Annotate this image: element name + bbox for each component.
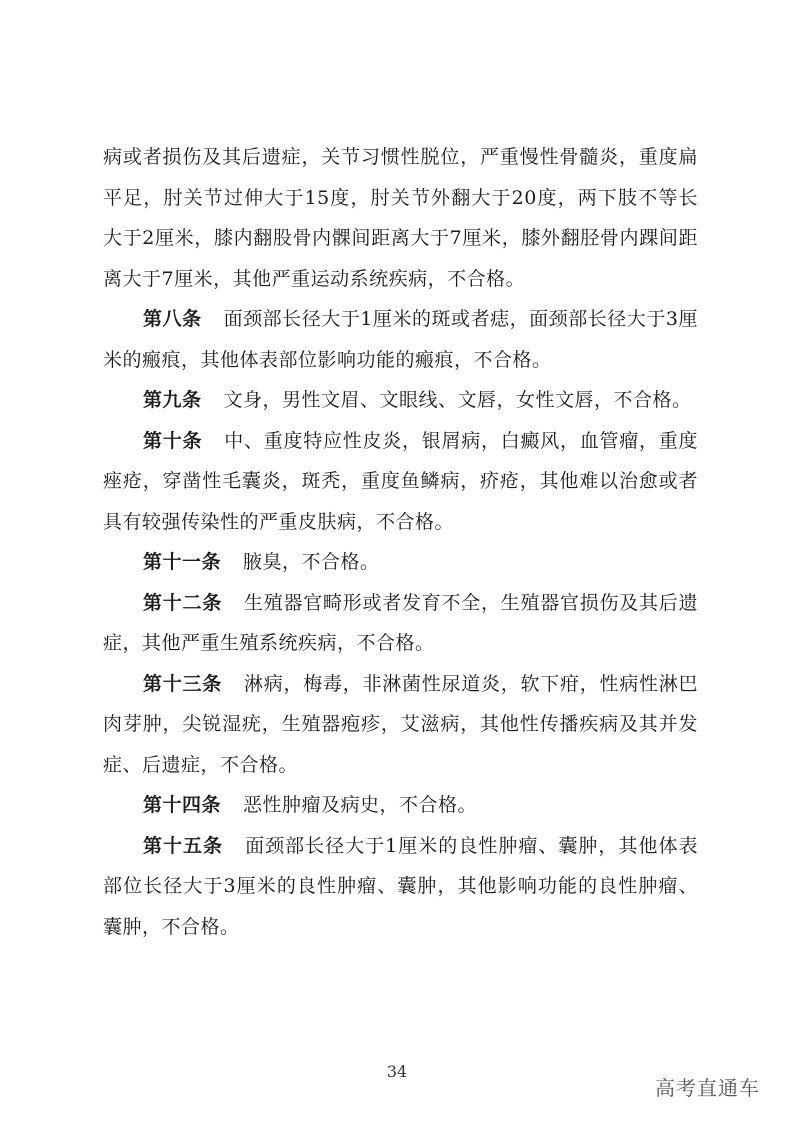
continuation-paragraph: 病或者损伤及其后遗症，关节习惯性脱位，严重慢性骨髓炎，重度扁平足，肘关节过伸大于15度，肘关节外翻大于20度，两下肢不等长大于2厘米，膝内翻股骨内髁间距离大于7厘米，膝外翻胫骨内踝间距离大于7厘米，其他严重运动系统疾病，不合格。 — [103, 146, 698, 290]
article-9 — [103, 380, 698, 421]
article-text: 面颈部长径大于1厘米的良性肿瘤、囊肿，其他体表部位长径大于3厘米的良性肿瘤、囊肿，其他影响功能的良性肿瘤、囊肿，不合格。 — [103, 834, 698, 938]
article-heading: 第十一条 — [143, 551, 222, 573]
article-text: 生殖器官畸形或者发育不全，生殖器官损伤及其后遗症，其他严重生殖系统疾病，不合格。 — [103, 591, 698, 654]
article-10 — [103, 421, 698, 543]
article-heading: 第十三条 — [143, 672, 222, 695]
article-14 — [103, 785, 698, 826]
article-heading: 第九条 — [143, 389, 202, 411]
article-text: 中、重度特应性皮炎，银屑病，白癜风，血管瘤，重度痤疮，穿凿性毛囊炎，斑秃，重度鱼鳞病，疥疮，其他难以治愈或者具有较强传染性的严重皮肤病，不合格。 — [103, 429, 698, 533]
article-heading: 第十二条 — [143, 591, 222, 614]
document-body — [103, 137, 698, 947]
article-13 — [103, 664, 698, 786]
article-12 — [103, 583, 698, 664]
article-text: 文身，男性文眉、文眼线、文唇，女性文唇，不合格。 — [223, 389, 692, 411]
page-number: 34 — [386, 1062, 408, 1081]
article-15 — [103, 826, 698, 948]
article-heading: 第十四条 — [143, 794, 222, 816]
article-heading: 第十五条 — [143, 834, 224, 857]
article-text: 淋病，梅毒，非淋菌性尿道炎，软下疳，性病性淋巴肉芽肿，尖锐湿疣，生殖器疱疹，艾滋病，其他性传播疾病及其并发症、后遗症，不合格。 — [103, 672, 698, 776]
article-text: 恶性肿瘤及病史，不合格。 — [243, 794, 478, 816]
article-8 — [103, 299, 698, 380]
article-text: 面颈部长径大于1厘米的斑或者痣，面颈部长径大于3厘米的瘢痕，其他体表部位影响功能的瘢痕，不合格。 — [103, 308, 698, 371]
article-text: 腋臭，不合格。 — [243, 551, 380, 573]
article-heading: 第十条 — [143, 429, 203, 452]
article-heading: 第八条 — [143, 308, 202, 330]
watermark: 高考直通车 — [655, 1076, 760, 1100]
article-11 — [103, 542, 698, 583]
